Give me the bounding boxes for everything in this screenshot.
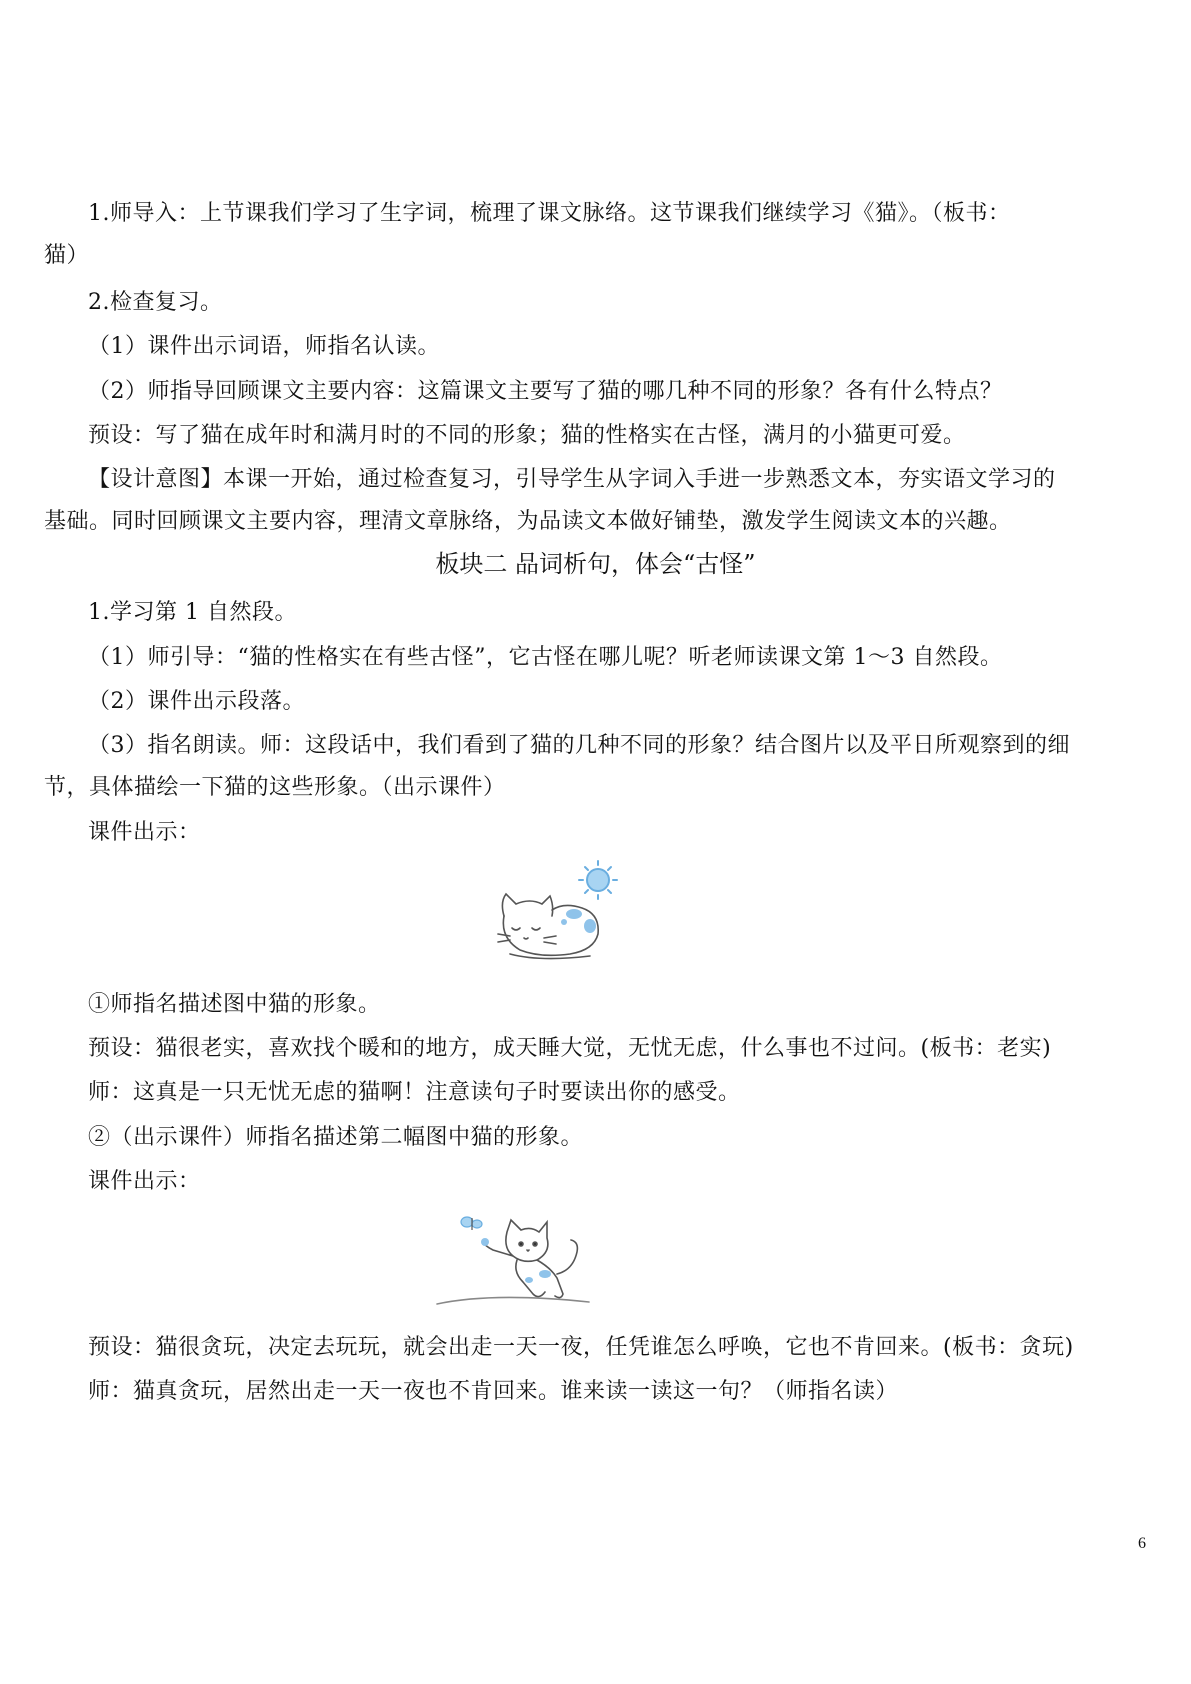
paragraph-describe-1: ①师指名描述图中猫的形象。 [88,992,381,1017]
paragraph-describe-2: ②（出示课件）师指名描述第二幅图中猫的形象。 [88,1125,584,1150]
paragraph-design-intent-line2: 基础。同时回顾课文主要内容，理清文章脉络，为品读文本做好铺垫，激发学生阅读文本的兴趣。 [44,509,1012,534]
section-heading: 板块二 品词析句，体会“古怪” [435,550,756,578]
paragraph-read-aloud-line2: 节，具体描绘一下猫的这些形象。（出示课件） [44,775,506,800]
playing-cat-illustration [433,1212,593,1312]
paragraph-review-2: （2）师指导回顾课文主要内容：这篇课文主要写了猫的哪几种不同的形象？各有什么特点？ [88,379,1003,404]
paragraph-courseware-label-2: 课件出示： [88,1169,201,1194]
paragraph-intro-line2: 猫） [44,243,90,268]
paragraph-preset-honest: 预设：猫很老实，喜欢找个暖和的地方，成天睡大觉，无忧无虑，什么事也不过问。(板书：老实) [88,1036,1052,1061]
paragraph-intro-line1: 1.师导入：上节课我们学习了生字词，梳理了课文脉络。这节课我们继续学习《猫》。（板书： [88,201,1011,226]
paragraph-teacher-2: 师：猫真贪玩，居然出走一天一夜也不肯回来。谁来读一读这一句？（师指名读） [88,1379,899,1404]
paragraph-guide: （1）师引导：“猫的性格实在有些古怪”，它古怪在哪儿呢？听老师读课文第 1～3 自然段。 [88,645,1003,670]
paragraph-review: 2.检查复习。 [88,290,223,315]
sun-icon [579,861,617,899]
paragraph-study-1: 1.学习第 1 自然段。 [88,600,297,625]
paragraph-preset-playful: 预设：猫很贪玩，决定去玩玩，就会出走一天一夜，任凭谁怎么呼唤，它也不肯回来。(板书：贪玩) [88,1335,1074,1360]
paragraph-review-1: （1）课件出示词语，师指名认读。 [88,334,440,359]
cat-spots [481,1238,551,1283]
playing-cat-icon [437,1220,589,1304]
sleeping-cat-illustration [490,858,630,973]
sleeping-cat-icon [498,894,598,959]
page-number: 6 [1138,1535,1146,1552]
paragraph-courseware-label-1: 课件出示： [88,820,201,845]
paragraph-design-intent-line1: 【设计意图】本课一开始，通过检查复习，引导学生从字词入手进一步熟悉文本，夯实语文学习的 [88,467,1056,492]
paragraph-preset-1: 预设：写了猫在成年时和满月时的不同的形象；猫的性格实在古怪，满月的小猫更可爱。 [88,423,966,448]
paragraph-teacher-1: 师：这真是一只无忧无虑的猫啊！注意读句子时要读出你的感受。 [88,1080,741,1105]
butterfly-icon [461,1217,482,1230]
paragraph-show-passage: （2）课件出示段落。 [88,689,305,714]
paragraph-read-aloud-line1: （3）指名朗读。师：这段话中，我们看到了猫的几种不同的形象？结合图片以及平日所观察到的细 [88,733,1071,758]
